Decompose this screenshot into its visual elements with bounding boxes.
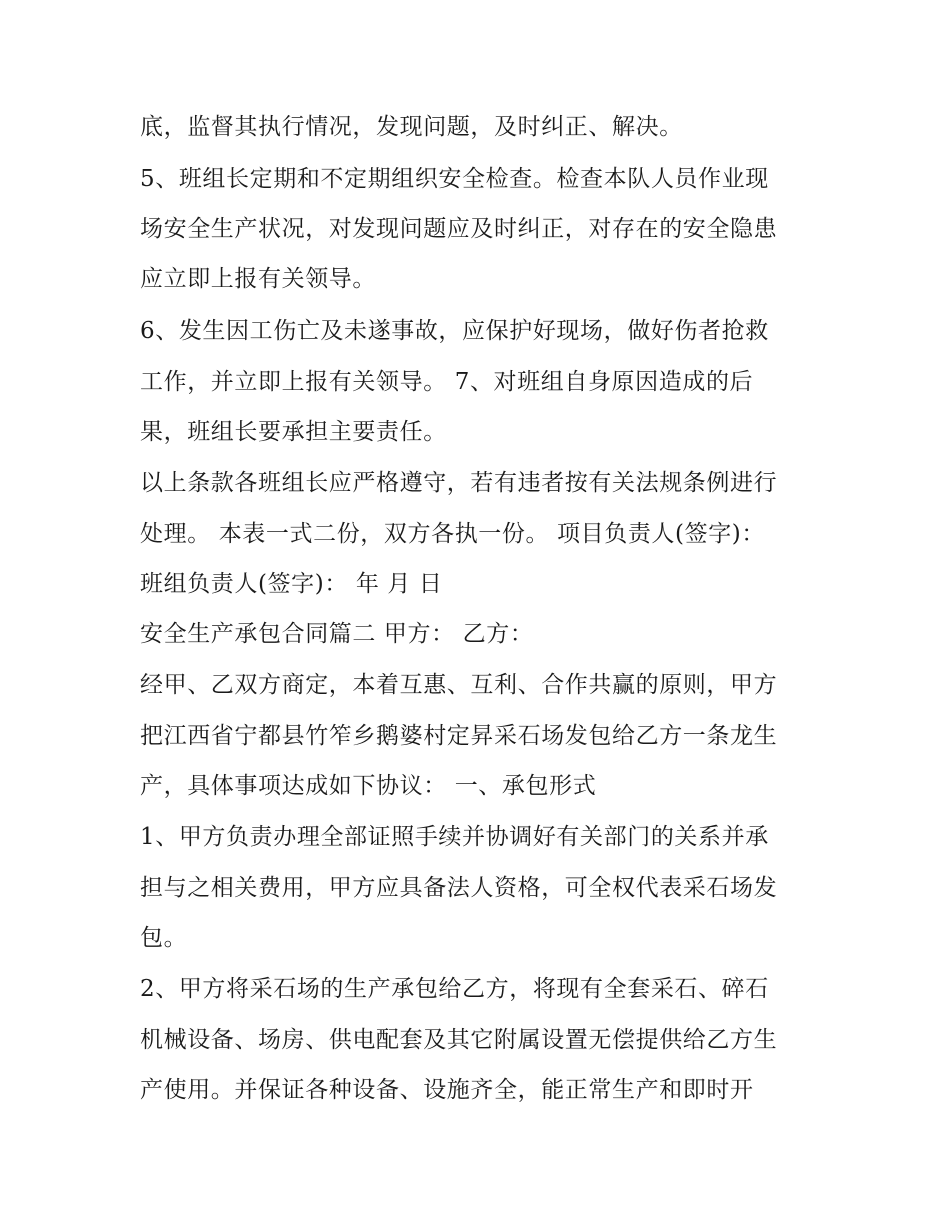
section-heading: 安全生产承包合同篇二 甲方： 乙方：	[140, 621, 534, 647]
text-line: 底，监督其执行情况，发现问题，及时纠正、解决。	[140, 114, 683, 140]
text-line: 以上条款各班组长应严格遵守，若有违者按有关法规条例进行	[140, 470, 778, 496]
text-line: 2、甲方将采石场的生产承包给乙方，将现有全套采石、碎石	[140, 976, 769, 1002]
text-line: 场安全生产状况，对发现问题应及时纠正，对存在的安全隐患	[140, 216, 778, 242]
text-line: 产，具体事项达成如下协议： 一、承包形式	[140, 773, 597, 799]
text-line: 机械设备、场房、供电配套及其它附属设置无偿提供给乙方生	[140, 1027, 778, 1053]
text-line: 把江西省宁都县竹笮乡鹅婆村定昇采石场发包给乙方一条龙生	[140, 723, 778, 749]
text-line: 6、发生因工伤亡及未遂事故，应保护好现场，做好伤者抢救	[140, 318, 769, 344]
text-line: 应立即上报有关领导。	[140, 266, 376, 292]
text-line: 包。	[140, 925, 188, 951]
text-line: 担与之相关费用，甲方应具备法人资格，可全权代表采石场发	[140, 875, 778, 901]
text-line: 产使用。并保证各种设备、设施齐全，能正常生产和即时开	[140, 1077, 754, 1103]
text-line: 工作，并立即上报有关领导。 7、对班组自身原因造成的后	[140, 369, 754, 395]
text-line: 果，班组长要承担主要责任。	[140, 419, 447, 445]
text-line: 1、甲方负责办理全部证照手续并协调好有关部门的关系并承	[140, 824, 769, 850]
text-line: 经甲、乙双方商定，本着互惠、互利、合作共赢的原则，甲方	[140, 672, 778, 698]
text-line: 5、班组长定期和不定期组织安全检查。检查本队人员作业现	[140, 166, 769, 192]
text-line: 处理。 本表一式二份，双方各执一份。 项目负责人(签字)：	[140, 521, 765, 547]
text-line: 班组负责人(签字)： 年 月 日	[140, 571, 443, 597]
